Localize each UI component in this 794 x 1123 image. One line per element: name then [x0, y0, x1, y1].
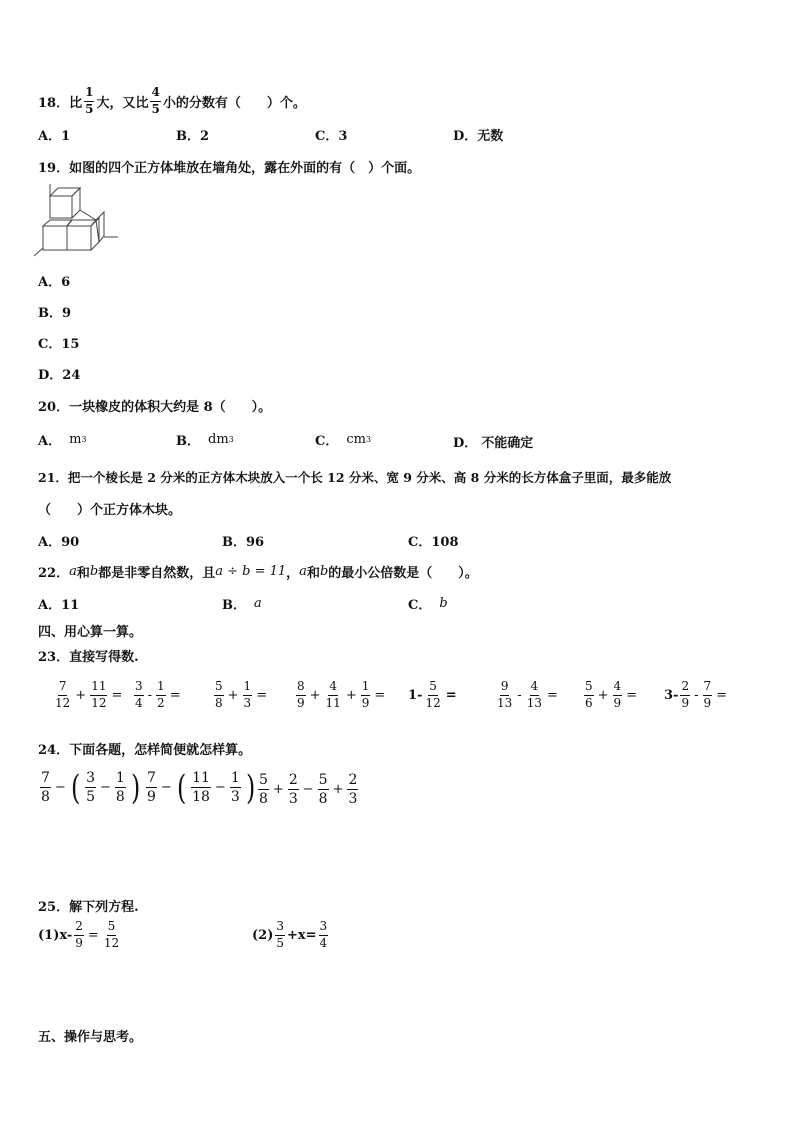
denominator: 2	[157, 695, 165, 710]
numerator: 5	[584, 680, 594, 696]
q21-stem-line1: 21．把一个棱长是 2 分米的正方体木块放入一个长 12 分米、宽 9 分米、高 8 分米的长方体盒子里面，最多能放	[38, 470, 672, 485]
operator: -	[147, 687, 153, 703]
numerator: 4	[328, 680, 338, 696]
var-b: b	[439, 596, 448, 611]
left-paren: (	[70, 767, 81, 808]
denominator: 11	[325, 695, 341, 710]
denominator: 9	[297, 695, 305, 710]
expr-prefix: (2)	[252, 927, 274, 943]
fraction	[296, 680, 306, 711]
fraction	[318, 772, 329, 807]
fraction	[275, 920, 285, 951]
fraction	[146, 770, 157, 805]
equals: =	[546, 687, 558, 703]
expr-middle: +x=	[287, 927, 317, 943]
section-four-heading: 四、用心算一算。	[38, 625, 143, 640]
q18-option-b[interactable]: B．2	[176, 129, 210, 144]
numerator: 9	[500, 680, 510, 696]
section-five-heading: 五、操作与思考。	[38, 1030, 143, 1045]
q23-expr-7	[582, 680, 639, 711]
denominator: 9	[681, 695, 690, 710]
numerator: 3	[134, 680, 144, 696]
q19-option-c[interactable]: C．15	[38, 337, 80, 352]
cubes-figure	[34, 182, 120, 258]
fraction	[584, 680, 594, 711]
q20-stem: 20．一块橡皮的体积大约是 8（ ）。	[38, 400, 272, 415]
exponent: 3	[365, 435, 372, 444]
operator: +	[227, 687, 239, 703]
fraction	[54, 680, 71, 711]
fraction	[85, 770, 96, 805]
right-paren: )	[245, 767, 256, 808]
q24-expr-2	[144, 767, 258, 808]
equals: =	[445, 687, 457, 703]
fraction	[84, 86, 94, 117]
denominator: 5	[86, 789, 96, 806]
denominator: 13	[497, 695, 513, 710]
fraction	[424, 680, 441, 711]
numerator: 8	[296, 680, 306, 696]
numerator: 4	[150, 86, 160, 102]
operator: −	[160, 780, 172, 796]
option-label: C．	[315, 434, 339, 449]
option-label: A．	[38, 434, 62, 449]
denominator: 9	[147, 789, 156, 806]
numerator: 7	[40, 770, 51, 788]
denominator: 3	[230, 789, 240, 806]
denominator: 9	[75, 935, 83, 950]
q18-option-c[interactable]: C．3	[315, 129, 348, 144]
var-a: a	[69, 564, 77, 579]
fraction	[115, 770, 126, 805]
denominator: 12	[91, 695, 107, 710]
denominator: 8	[318, 791, 328, 808]
q20-option-a[interactable]	[38, 430, 87, 449]
q22-number: 22．	[38, 566, 70, 581]
q18-stem	[38, 86, 306, 117]
q23-expr-4	[294, 680, 387, 711]
q23-expr-8	[664, 680, 729, 711]
numerator: 7	[703, 680, 713, 696]
q22-text: ，	[286, 566, 300, 581]
numerator: 1	[156, 680, 166, 696]
q19-option-a[interactable]: A．6	[38, 275, 71, 290]
numerator: 3	[85, 770, 96, 788]
equals: =	[716, 687, 728, 703]
q20-option-b[interactable]	[176, 430, 234, 449]
fraction	[191, 770, 211, 805]
numerator: 5	[107, 920, 117, 936]
option-label: B．	[222, 598, 246, 613]
q24-expr-3	[256, 772, 360, 807]
numerator: 2	[680, 680, 690, 696]
q20-option-c[interactable]	[315, 430, 371, 449]
denominator: 8	[115, 789, 125, 806]
q21-option-c[interactable]: C．108	[408, 535, 459, 550]
option-label: C．	[408, 598, 432, 613]
numerator: 3	[275, 920, 285, 936]
denominator: 3	[243, 695, 252, 710]
q25-stem: 25．解下列方程.	[38, 900, 139, 915]
operator: −	[54, 780, 66, 796]
q23-expr-1	[52, 680, 124, 711]
numerator: 1	[243, 680, 253, 696]
denominator: 8	[41, 789, 50, 806]
exponent: 3	[81, 435, 87, 444]
denominator: 4	[319, 935, 328, 950]
denominator: 8	[259, 791, 268, 808]
q23-expr-5	[408, 680, 459, 711]
var-a: a	[299, 564, 307, 579]
operator: +	[597, 687, 609, 703]
exponent: 3	[228, 435, 234, 444]
fraction	[150, 86, 160, 117]
denominator: 9	[703, 695, 712, 710]
unit: m	[69, 432, 82, 447]
numerator: 4	[613, 680, 623, 696]
fraction	[230, 770, 241, 805]
left-paren: (	[176, 767, 187, 808]
numerator: 11	[90, 680, 107, 696]
q21-stem-line2: （ ）个正方体木块。	[38, 503, 182, 518]
fraction	[496, 680, 513, 711]
q18-text: 大，又比	[96, 95, 149, 111]
equals: =	[626, 687, 638, 703]
fraction	[325, 680, 342, 711]
q18-option-d[interactable]: D．无数	[453, 129, 504, 144]
fraction	[103, 920, 120, 951]
operator: +	[272, 782, 284, 798]
q25-equation-1	[38, 920, 122, 951]
fraction	[156, 680, 166, 711]
numerator: 11	[191, 770, 211, 788]
q24-stem: 24．下面各题，怎样简便就怎样算。	[38, 743, 252, 758]
q22-text: 都是非零自然数，且	[98, 566, 216, 581]
fraction	[288, 772, 299, 807]
denominator: 8	[215, 695, 223, 710]
operator: +	[75, 687, 87, 703]
q21-option-a[interactable]: A．90	[38, 535, 80, 550]
expr-prefix: 3-	[664, 687, 679, 703]
expr-prefix: (1)x-	[38, 927, 73, 943]
unit: cm	[346, 432, 366, 447]
operator: −	[100, 780, 111, 796]
equals: =	[87, 927, 99, 943]
fraction	[258, 772, 269, 807]
numerator: 5	[214, 680, 224, 696]
fraction	[243, 680, 253, 711]
fraction	[526, 680, 543, 711]
q22-text: 的最小公倍数是（ ）。	[328, 566, 478, 581]
numerator: 1	[361, 680, 371, 696]
fraction	[90, 680, 107, 711]
denominator: 12	[103, 935, 120, 950]
unit: dm	[208, 432, 229, 447]
q18-option-a[interactable]: A．1	[38, 129, 71, 144]
equals: =	[256, 687, 268, 703]
fraction	[319, 920, 329, 951]
q22-text: 和	[306, 566, 320, 581]
numerator: 1	[84, 86, 94, 102]
q23-expr-6	[494, 680, 560, 711]
denominator: 18	[192, 789, 210, 806]
denominator: 12	[55, 695, 71, 710]
option-text: 不能确定	[481, 436, 534, 451]
equals: =	[374, 687, 386, 703]
numerator: 1	[115, 770, 126, 788]
numerator: 1	[230, 770, 241, 788]
q22-text: 和	[76, 566, 90, 581]
q23-expr-2	[132, 680, 183, 711]
numerator: 5	[428, 680, 438, 696]
q18-text: 小的分数有（ ）个。	[162, 95, 306, 111]
operator: +	[345, 687, 357, 703]
numerator: 3	[319, 920, 329, 936]
var-b: b	[89, 564, 99, 579]
operator: −	[302, 782, 314, 798]
q22-expression: a ÷ b = 11	[215, 564, 287, 579]
numerator: 5	[258, 772, 269, 790]
fraction	[703, 680, 713, 711]
fraction	[134, 680, 144, 711]
fraction	[40, 770, 51, 805]
operator: −	[214, 780, 226, 796]
q22-stem	[38, 562, 478, 581]
var-b: b	[319, 564, 329, 579]
denominator: 9	[613, 695, 622, 710]
q21-option-b[interactable]: B．96	[222, 535, 265, 550]
operator: -	[694, 687, 699, 703]
q18-number: 18．	[38, 95, 70, 111]
q25-equation-2	[252, 920, 330, 951]
numerator: 7	[58, 680, 68, 696]
q19-option-d[interactable]: D．24	[38, 368, 81, 383]
fraction	[680, 680, 690, 711]
denominator: 5	[276, 935, 284, 950]
denominator: 13	[526, 695, 542, 710]
var-a: a	[254, 596, 262, 611]
q18-text: 比	[69, 95, 83, 111]
q19-stem: 19．如图的四个正方体堆放在墙角处，露在外面的有（ ）个面。	[38, 161, 421, 176]
denominator: 5	[151, 101, 160, 116]
denominator: 6	[585, 695, 593, 710]
numerator: 7	[146, 770, 157, 788]
q22-option-c[interactable]	[408, 594, 448, 613]
operator: +	[309, 687, 321, 703]
fraction	[347, 772, 358, 807]
option-label: D．	[453, 436, 478, 451]
denominator: 12	[425, 695, 441, 710]
denominator: 5	[85, 101, 94, 116]
fraction	[214, 680, 224, 711]
option-label: B．	[176, 434, 200, 449]
numerator: 2	[288, 772, 299, 790]
equals: =	[111, 687, 123, 703]
numerator: 2	[347, 772, 358, 790]
denominator: 4	[135, 695, 143, 710]
operator: -	[517, 687, 522, 703]
denominator: 9	[361, 695, 370, 710]
numerator: 5	[318, 772, 329, 790]
q20-option-d[interactable]	[453, 432, 533, 451]
q22-option-a[interactable]: A．11	[38, 598, 80, 613]
equals: =	[169, 687, 181, 703]
denominator: 3	[288, 791, 298, 808]
expr-prefix: 1-	[408, 687, 423, 703]
q23-expr-3	[212, 680, 269, 711]
q19-option-b[interactable]: B．9	[38, 306, 72, 321]
fraction	[361, 680, 371, 711]
operator: +	[332, 782, 344, 798]
fraction	[74, 920, 84, 951]
right-paren: )	[130, 767, 141, 808]
q22-option-b[interactable]	[222, 594, 262, 613]
numerator: 4	[530, 680, 540, 696]
denominator: 3	[348, 791, 358, 808]
q23-stem: 23．直接写得数.	[38, 650, 139, 665]
fraction	[613, 680, 623, 711]
q24-expr-1	[38, 767, 143, 808]
numerator: 2	[74, 920, 84, 936]
